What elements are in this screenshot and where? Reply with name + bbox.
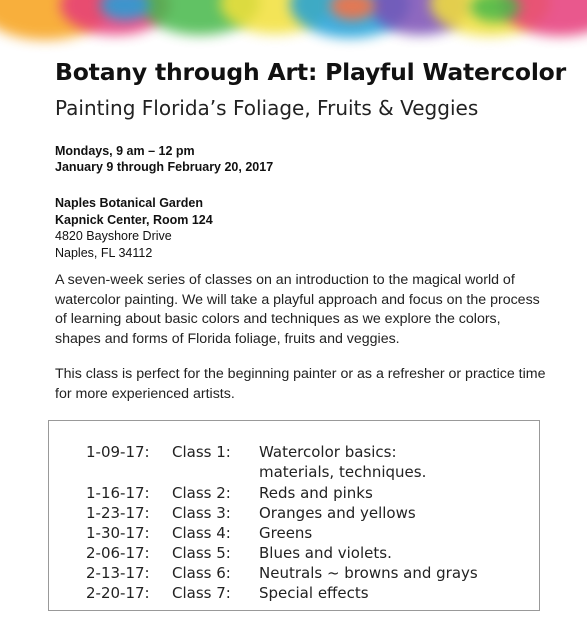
class-date: 2-06-17: [86, 544, 150, 562]
audience-paragraph: This class is perfect for the beginning painter or as a refresher or practice time for more experienced artists. [55, 366, 546, 402]
class-topic: Oranges and yellows [259, 504, 416, 522]
class-date: 2-20-17: [86, 584, 150, 602]
venue-block [55, 195, 213, 261]
class-label: Class 2: [172, 484, 231, 502]
watercolor-splash-banner [0, 0, 587, 62]
venue-room: Kapnick Center, Room 124 [55, 212, 213, 227]
class-date: 1-23-17: [86, 504, 150, 522]
class-topic: Watercolor basics: [259, 443, 397, 461]
class-date: 1-09-17: [86, 443, 150, 461]
class-label: Class 4: [172, 524, 231, 542]
schedule-dates: January 9 through February 20, 2017 [55, 160, 274, 174]
venue-city: Naples, FL 34112 [55, 245, 153, 260]
page-title: Botany through Art: Playful Watercolor [55, 58, 567, 86]
class-topic: Special effects [259, 584, 369, 602]
class-label: Class 5: [172, 544, 231, 562]
class-topic: Reds and pinks [259, 484, 373, 502]
class-topic: Neutrals ~ browns and grays [259, 564, 478, 582]
class-date: 1-16-17: [86, 484, 150, 502]
schedule-block [55, 143, 273, 175]
class-date: 1-30-17: [86, 524, 150, 542]
description-paragraph: A seven-week series of classes on an introduction to the magical world of watercolor painting. We will take a playful approach and focus on the process of learning about basic colors and techniques as we explore the colors, shapes and forms of Florida foliage, fruits and veggies. [55, 272, 540, 347]
page-subtitle: Painting Florida’s Foliage, Fruits & Veggies [55, 96, 479, 120]
class-topic-detail: materials, techniques. [259, 463, 427, 481]
class-date: 2-13-17: [86, 564, 150, 582]
class-topic: Greens [259, 524, 313, 542]
class-topic: Blues and violets. [259, 544, 392, 562]
venue-street: 4820 Bayshore Drive [55, 229, 172, 243]
schedule-days: Mondays, 9 am – 12 pm [55, 144, 195, 158]
class-label: Class 7: [172, 584, 231, 602]
class-label: Class 1: [172, 443, 231, 461]
class-label: Class 6: [172, 564, 231, 582]
class-label: Class 3: [172, 504, 231, 522]
venue-name: Naples Botanical Garden [55, 196, 203, 210]
